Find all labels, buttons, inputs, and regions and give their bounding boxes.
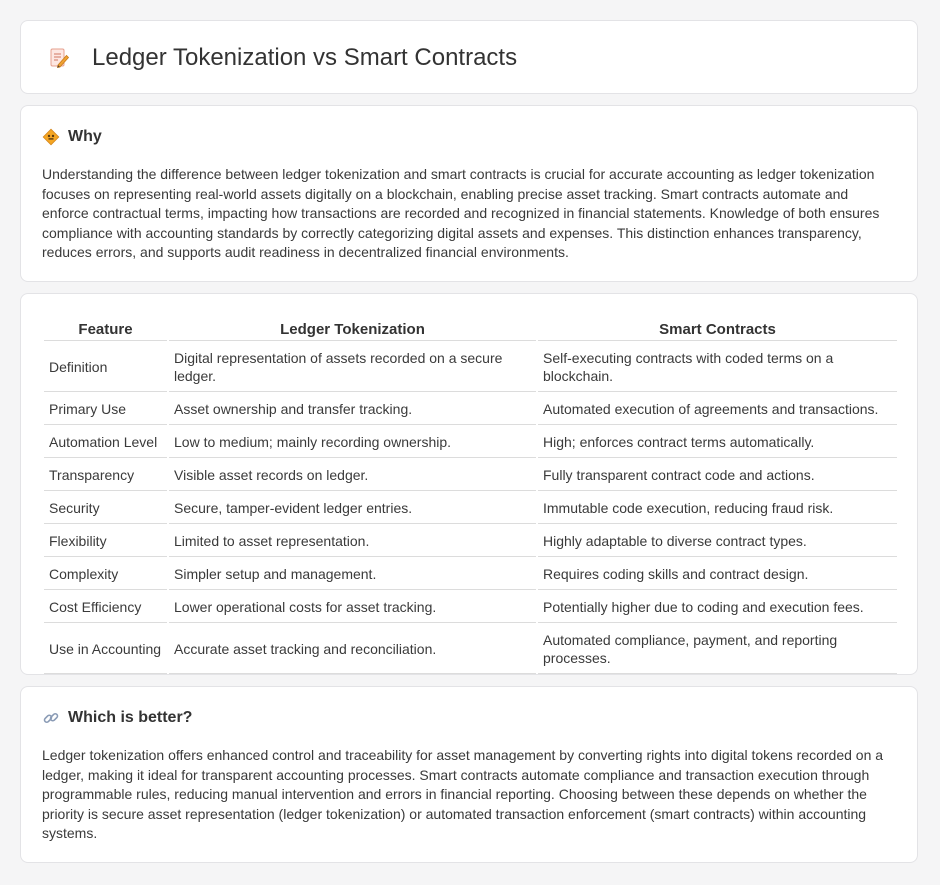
comparison-table	[42, 316, 899, 676]
smart-cell: High; enforces contract terms automatically.	[538, 427, 897, 458]
link-icon	[42, 709, 60, 727]
smart-cell: Requires coding skills and contract design.	[538, 559, 897, 590]
ledger-cell: Limited to asset representation.	[169, 526, 536, 557]
smart-cell: Highly adaptable to diverse contract types.	[538, 526, 897, 557]
table-row	[44, 394, 897, 425]
table-row	[44, 427, 897, 458]
smart-cell: Automated compliance, payment, and reporting processes.	[538, 625, 897, 674]
why-text: Understanding the difference between ledger tokenization and smart contracts is crucial for accurate accounting as ledger tokenization focuses on representing real-world assets digitally on a blockchain, enabling precise asset tracking. Smart contracts automate and enforce contractual terms, impacting how transactions are recorded and recognized in financial statements. Knowledge of both ensures compliance with accounting standards by correctly categorizing digital assets and expenses. This distinction enhances transparency, reduces errors, and supports audit readiness in decentralized financial environments.	[42, 166, 880, 261]
ledger-cell: Accurate asset tracking and reconciliation.	[169, 625, 536, 674]
table-row	[44, 460, 897, 491]
why-heading	[42, 126, 102, 148]
smart-cell: Automated execution of agreements and transactions.	[538, 394, 897, 425]
table-row	[44, 559, 897, 590]
ledger-cell: Asset ownership and transfer tracking.	[169, 394, 536, 425]
smart-cell: Immutable code execution, reducing fraud risk.	[538, 493, 897, 524]
feature-cell: Transparency	[44, 460, 167, 491]
table-row	[44, 526, 897, 557]
smart-cell: Potentially higher due to coding and execution fees.	[538, 592, 897, 623]
why-section	[20, 105, 918, 282]
ledger-cell: Secure, tamper-evident ledger entries.	[169, 493, 536, 524]
feature-cell: Complexity	[44, 559, 167, 590]
feature-cell: Primary Use	[44, 394, 167, 425]
smart-cell: Self-executing contracts with coded terms on a blockchain.	[538, 343, 897, 392]
which-is-better-section	[20, 686, 918, 863]
header-smart-contracts: Smart Contracts	[538, 318, 897, 341]
page-title: Ledger Tokenization vs Smart Contracts	[92, 44, 518, 71]
better-title: Which is better?	[68, 709, 193, 726]
ledger-cell: Simpler setup and management.	[169, 559, 536, 590]
memo-pencil-icon	[47, 46, 71, 70]
smart-cell: Fully transparent contract code and actions.	[538, 460, 897, 491]
table-header-row	[44, 318, 897, 341]
diamond-sign-icon	[42, 128, 60, 146]
feature-cell: Flexibility	[44, 526, 167, 557]
comparison-card	[20, 293, 918, 675]
ledger-cell: Visible asset records on ledger.	[169, 460, 536, 491]
feature-cell: Use in Accounting	[44, 625, 167, 674]
header-card	[20, 20, 918, 94]
feature-cell: Security	[44, 493, 167, 524]
header-feature: Feature	[44, 318, 167, 341]
why-title: Why	[68, 128, 102, 145]
table-row	[44, 625, 897, 674]
table-row	[44, 592, 897, 623]
header-ledger-tokenization: Ledger Tokenization	[169, 318, 536, 341]
better-text: Ledger tokenization offers enhanced control and traceability for asset management by converting rights into digital tokens recorded on a ledger, making it ideal for transparent accounting processes. Smart contracts automate compliance and transaction execution through programmable rules, reducing manual intervention and errors in financial reporting. Choosing between these depends on whether the priority is secure asset representation (ledger tokenization) or automated transaction enforcement (smart contracts) within accounting systems.	[42, 747, 884, 842]
ledger-cell: Low to medium; mainly recording ownership.	[169, 427, 536, 458]
better-heading	[42, 707, 192, 729]
feature-cell: Automation Level	[44, 427, 167, 458]
feature-cell: Definition	[44, 343, 167, 392]
feature-cell: Cost Efficiency	[44, 592, 167, 623]
ledger-cell: Digital representation of assets recorded on a secure ledger.	[169, 343, 536, 392]
ledger-cell: Lower operational costs for asset tracking.	[169, 592, 536, 623]
table-row	[44, 343, 897, 392]
table-row	[44, 493, 897, 524]
